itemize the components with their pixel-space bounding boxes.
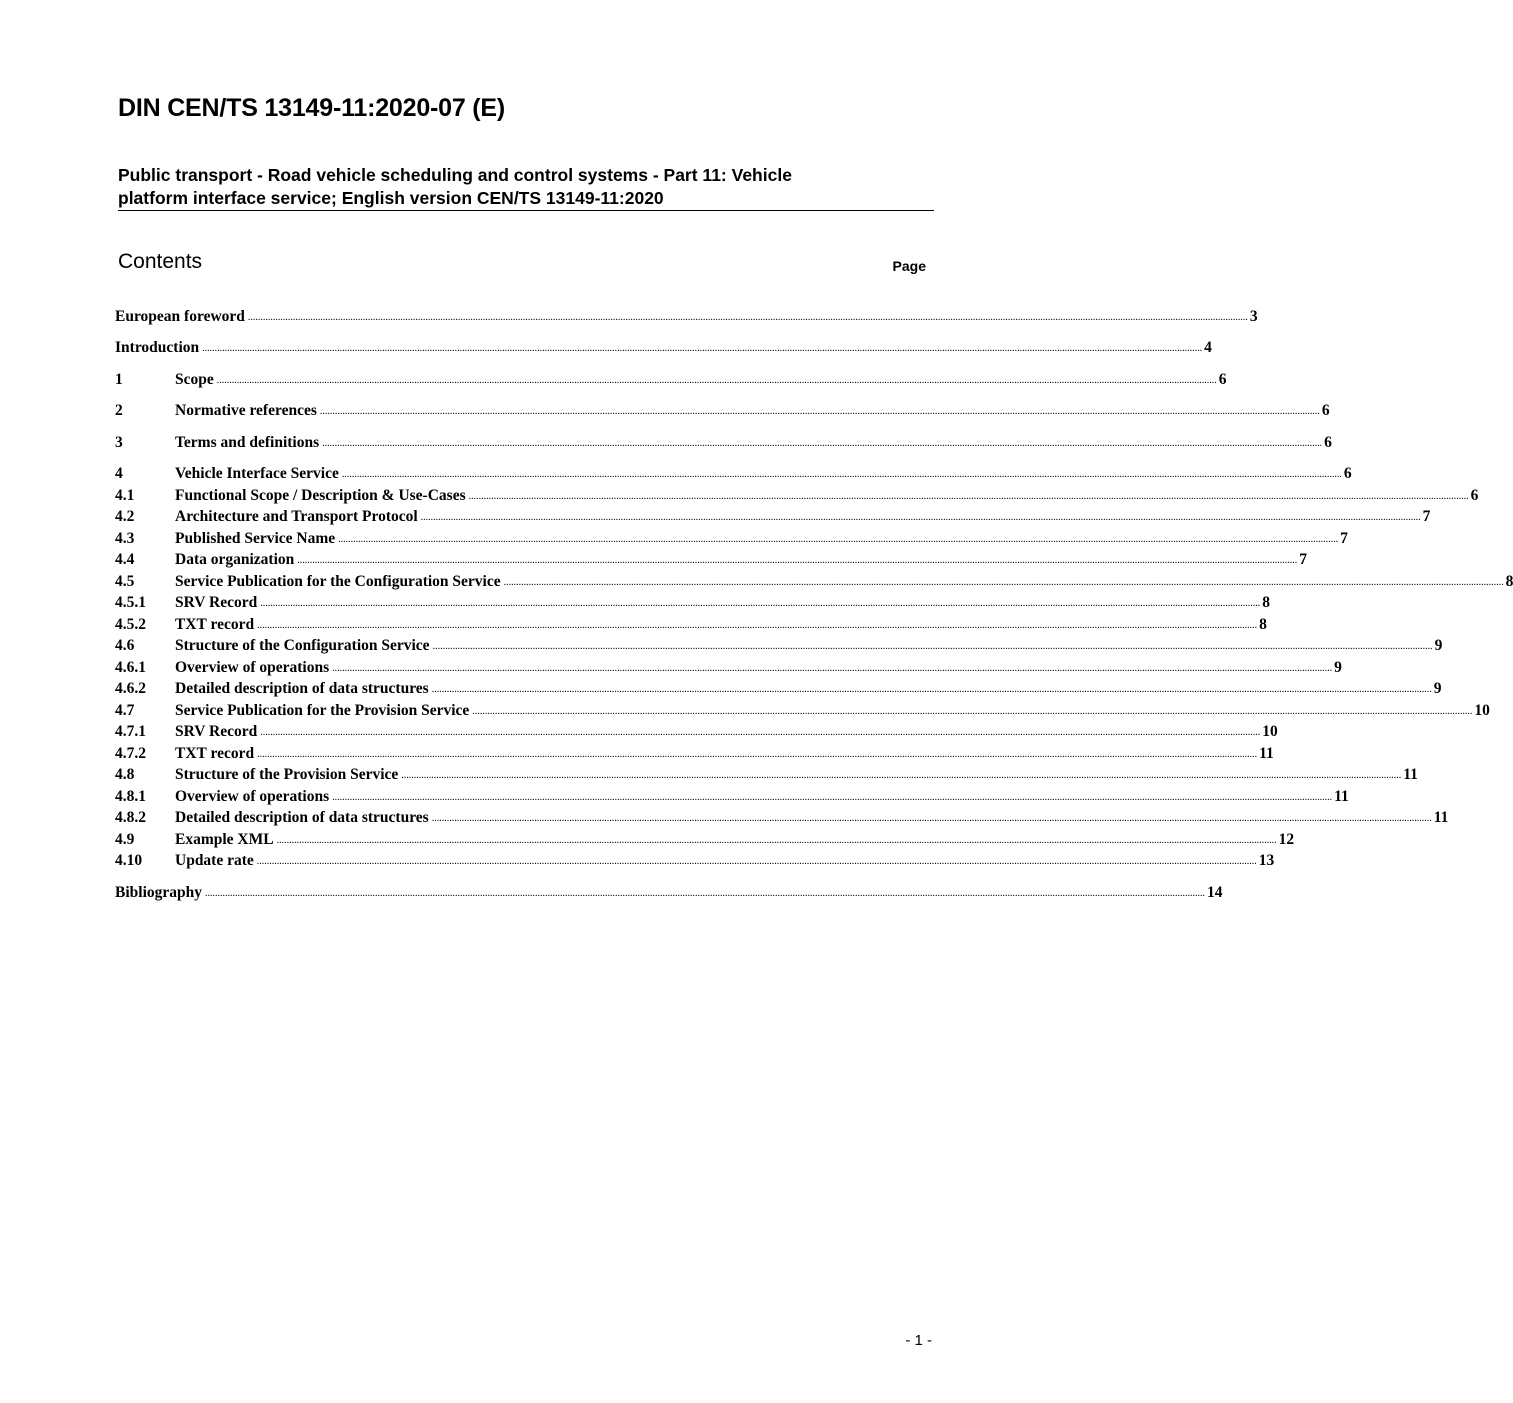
toc-entry-page: 9 [1334,659,1342,676]
toc-dot-leader: ................................................................................................................................................................................................................................................................................................................................................................................................................ [341,469,1342,480]
toc-entry-page: 4 [1204,339,1212,356]
toc-entry-title: Structure of the Configuration Service [175,637,430,654]
toc-entry[interactable] [115,634,1443,655]
toc-entry[interactable] [115,828,1295,849]
toc-entry[interactable] [115,336,1212,357]
footer-page-number: - 1 - [905,1332,932,1349]
toc-entry-number: 4.9 [115,831,135,848]
toc-entry[interactable] [115,720,1278,741]
toc-dot-leader: ................................................................................................................................................................................................................................................................................................................................................................................................................ [472,706,1473,717]
document-subtitle [118,164,908,210]
toc-entry-title: Overview of operations [175,659,330,676]
toc-entry-number: 4.7 [115,702,135,719]
toc-dot-leader: ................................................................................................................................................................................................................................................................................................................................................................................................................ [401,770,1402,781]
toc-entry-number: 4.8 [115,766,135,783]
toc-entry[interactable] [115,462,1352,483]
toc-entry-title: SRV Record [175,594,258,611]
toc-dot-leader: ................................................................................................................................................................................................................................................................................................................................................................................................................ [260,727,1261,738]
toc-entry-number: 4 [115,465,123,482]
toc-entry[interactable] [115,763,1418,784]
toc-entry-page: 11 [1334,788,1349,805]
toc-entry-title: Functional Scope / Description & Use-Cases [175,487,466,504]
toc-entry-title: Example XML [175,831,274,848]
toc-entry[interactable] [115,527,1348,548]
toc-entry-page: 14 [1207,884,1223,901]
toc-entry-title: Scope [175,371,214,388]
toc-entry-number: 4.5.1 [115,594,146,611]
toc-entry-page: 11 [1433,809,1449,826]
toc-entry-number: 4.2 [115,508,135,525]
toc-entry-title: Structure of the Provision Service [175,766,399,783]
toc-entry-number: 4.5 [115,573,135,590]
toc-entry-title: Detailed description of data structures [175,809,429,826]
toc-entry-title: Update rate [175,852,254,869]
toc-dot-leader: ................................................................................................................................................................................................................................................................................................................................................................................................................ [276,835,1277,846]
toc-entry[interactable] [115,399,1330,420]
toc-entry-page: 3 [1249,308,1258,325]
toc-entry-page: 8 [1259,616,1267,633]
toc-entry[interactable] [115,613,1267,634]
toc-entry[interactable] [115,368,1227,389]
toc-entry-number: 4.6.2 [115,680,146,697]
toc-entry[interactable] [115,570,1513,591]
toc-entry-number: 4.7.2 [115,745,146,762]
toc-entry-page: 13 [1258,852,1275,869]
toc-entry-page: 11 [1259,745,1274,762]
toc-entry-page: 6 [1343,465,1352,482]
toc-entry[interactable] [115,806,1449,827]
toc-entry-page: 11 [1403,766,1418,783]
toc-entry-page: 8 [1262,594,1271,611]
toc-entry-number: 4.5.2 [115,616,146,633]
toc-entry[interactable] [115,431,1332,452]
toc-entry[interactable] [115,849,1275,870]
toc-entry-page: 10 [1262,723,1278,740]
toc-entry-number: 4.1 [115,487,135,504]
subtitle-line-1: Public transport - Road vehicle scheduling and control systems - Part 11: Vehicle [118,165,792,185]
toc-entry-page: 8 [1505,573,1513,590]
toc-entry-page: 7 [1340,530,1348,547]
toc-entry-title: Introduction [115,339,200,356]
toc-entry-number: 4.7.1 [115,723,146,740]
toc-entry[interactable] [115,699,1490,720]
toc-entry-number: 3 [115,434,123,451]
toc-entry-number: 4.10 [115,852,143,869]
toc-entry-page: 7 [1299,551,1308,568]
toc-entry-title: Normative references [175,402,317,419]
toc-dot-leader: ................................................................................................................................................................................................................................................................................................................................................................................................................ [332,663,1333,674]
toc-dot-leader: ................................................................................................................................................................................................................................................................................................................................................................................................................ [256,856,1257,867]
toc-entry-page: 6 [1218,371,1227,388]
toc-entry-number: 1 [115,371,123,388]
toc-entry-title: Detailed description of data structures [175,680,429,697]
toc-dot-leader: ................................................................................................................................................................................................................................................................................................................................................................................................................ [257,749,1258,760]
toc-entry-title: European foreword [115,308,245,325]
toc-entry-page: 6 [1324,434,1332,451]
toc-dot-leader: ................................................................................................................................................................................................................................................................................................................................................................................................................ [202,343,1203,354]
toc-dot-leader: ................................................................................................................................................................................................................................................................................................................................................................................................................ [338,534,1339,545]
toc-entry-number: 4.4 [115,551,135,568]
toc-dot-leader: ................................................................................................................................................................................................................................................................................................................................................................................................................ [431,813,1432,824]
toc-entry[interactable] [115,742,1274,763]
toc-entry-title: Overview of operations [175,788,330,805]
toc-entry-page: 6 [1470,487,1479,504]
toc-dot-leader: ................................................................................................................................................................................................................................................................................................................................................................................................................ [205,888,1205,899]
title-rule [118,210,934,211]
document-id: DIN CEN/TS 13149-11:2020-07 (E) [118,94,506,122]
toc-entry-page: 10 [1474,702,1490,719]
toc-entry[interactable] [115,505,1431,526]
toc-entry-number: 2 [115,402,123,419]
toc-dot-leader: ................................................................................................................................................................................................................................................................................................................................................................................................................ [420,512,1421,523]
toc-dot-leader: ................................................................................................................................................................................................................................................................................................................................................................................................................ [332,792,1333,803]
toc-dot-leader: ................................................................................................................................................................................................................................................................................................................................................................................................................ [503,577,1504,588]
toc-dot-leader: ................................................................................................................................................................................................................................................................................................................................................................................................................ [216,375,1217,386]
toc-dot-leader: ................................................................................................................................................................................................................................................................................................................................................................................................................ [257,620,1258,631]
toc-entry-title: Terms and definitions [175,434,320,451]
toc-dot-leader: ................................................................................................................................................................................................................................................................................................................................................................................................................ [297,555,1298,566]
toc-dot-leader: ................................................................................................................................................................................................................................................................................................................................................................................................................ [431,684,1432,695]
toc-entry-page: 7 [1422,508,1431,525]
contents-heading: Contents [118,250,203,273]
toc-dot-leader: ................................................................................................................................................................................................................................................................................................................................................................................................................ [468,491,1469,502]
toc-dot-leader: ................................................................................................................................................................................................................................................................................................................................................................................................................ [319,406,1320,417]
toc-entry-number: 4.6.1 [115,659,146,676]
toc-entry-title: TXT record [175,745,255,762]
toc-entry-page: 12 [1278,831,1295,848]
subtitle-line-2: platform interface service; English version CEN/TS 13149-11:2020 [118,188,664,208]
toc-entry-title: Vehicle Interface Service [175,465,339,482]
toc-entry[interactable] [115,591,1271,612]
toc-entry[interactable] [115,881,1223,902]
toc-dot-leader: ................................................................................................................................................................................................................................................................................................................................................................................................................ [322,438,1323,449]
toc-entry-title: TXT record [175,616,255,633]
toc-entry-title: Bibliography [115,884,202,901]
toc-entry-title: Service Publication for the Provision Service [175,702,470,719]
toc-entry-title: SRV Record [175,723,258,740]
page-column-label: Page [892,258,926,274]
toc-entry-title: Data organization [175,551,295,568]
toc-entry-title: Published Service Name [175,530,336,547]
toc-entry[interactable] [115,677,1442,698]
toc-entry-page: 6 [1321,402,1330,419]
toc-dot-leader: ................................................................................................................................................................................................................................................................................................................................................................................................................ [247,312,1248,323]
toc-dot-leader: ................................................................................................................................................................................................................................................................................................................................................................................................................ [432,641,1433,652]
toc-entry-number: 4.8.2 [115,809,146,826]
toc-entry-page: 9 [1434,637,1443,654]
toc-entry-number: 4.3 [115,530,135,547]
toc-entry[interactable] [115,548,1308,569]
toc-entry[interactable] [115,484,1479,505]
toc-dot-leader: ................................................................................................................................................................................................................................................................................................................................................................................................................ [260,598,1261,609]
toc-entry[interactable] [115,656,1342,677]
toc-entry-title: Service Publication for the Configuration Service [175,573,501,590]
toc-entry[interactable] [115,785,1349,806]
toc-entry-number: 4.6 [115,637,135,654]
toc-entry-number: 4.8.1 [115,788,146,805]
toc-entry[interactable] [115,305,1258,326]
toc-entry-page: 9 [1433,680,1442,697]
toc-entry-title: Architecture and Transport Protocol [175,508,418,525]
